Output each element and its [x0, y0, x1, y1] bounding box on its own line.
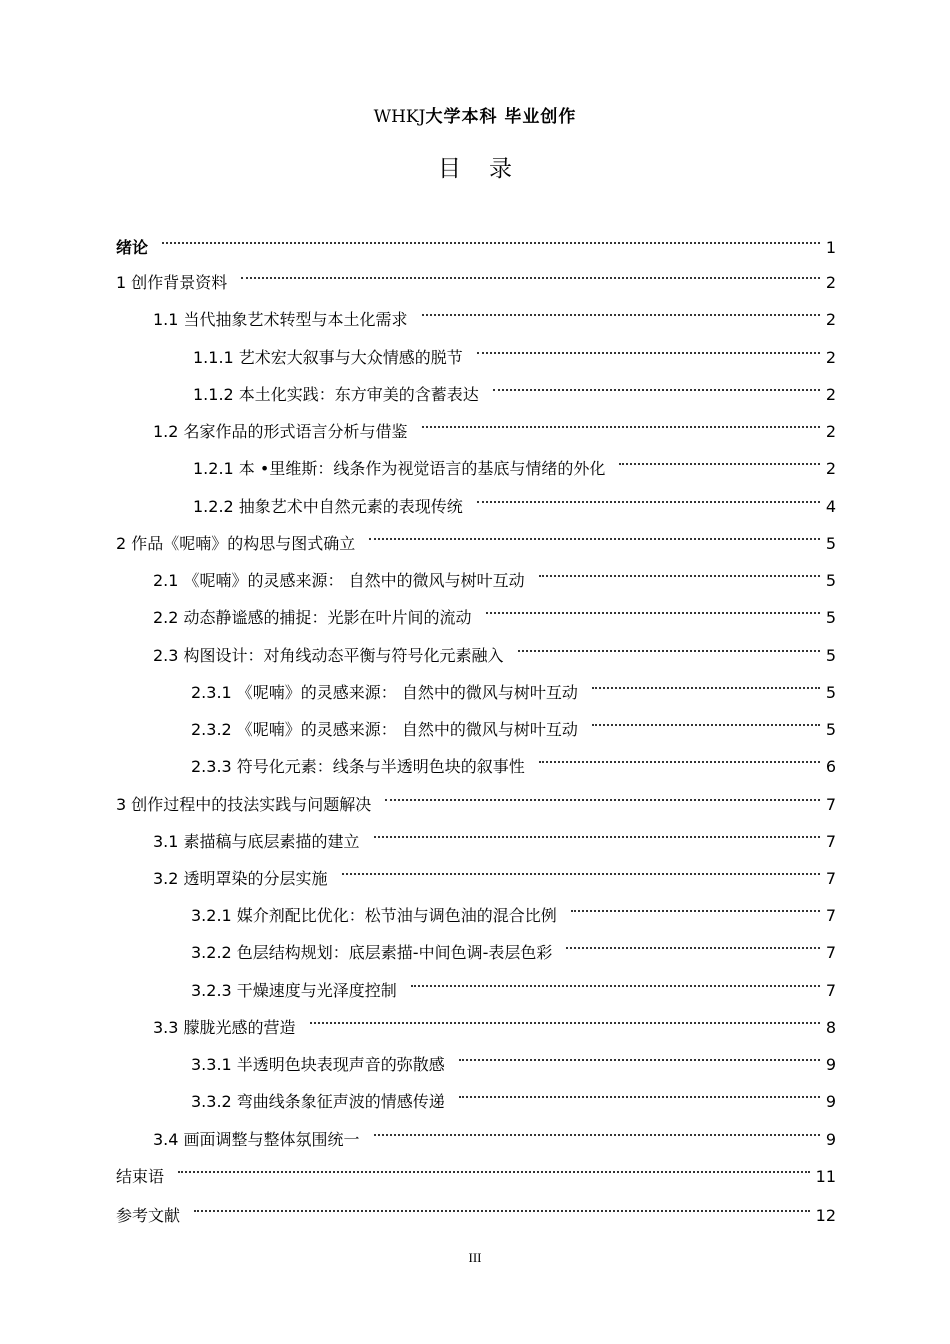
dot-leader — [422, 295, 826, 325]
toc-entry-label: 3.3.2 弯曲线条象征声波的情感传递 — [191, 1092, 445, 1111]
toc-entry-label: 1.1.2 本土化实践：东方审美的含蓄表达 — [193, 385, 479, 404]
toc-entry[interactable] — [116, 780, 836, 814]
toc-entry[interactable] — [153, 854, 836, 888]
toc-entry-page: 7 — [825, 869, 836, 888]
toc-entry-page: 5 — [825, 608, 836, 627]
dot-leader — [493, 370, 826, 400]
dot-leader — [619, 444, 825, 474]
dot-leader — [459, 1077, 826, 1107]
dot-leader — [342, 854, 826, 884]
toc-entry[interactable] — [116, 223, 836, 257]
toc-entry-label: 1.2.2 抽象艺术中自然元素的表现传统 — [193, 497, 463, 516]
dot-leader — [477, 333, 826, 363]
toc-entry-label: 1.1 当代抽象艺术转型与本土化需求 — [153, 310, 408, 329]
toc-entry-page: 7 — [825, 906, 836, 925]
toc-entry-label: 3.1 素描稿与底层素描的建立 — [153, 832, 360, 851]
toc-entry-page: 8 — [825, 1018, 836, 1037]
toc-entry-page: 7 — [825, 832, 836, 851]
dot-leader — [310, 1003, 826, 1033]
toc-entry[interactable] — [153, 817, 836, 851]
dot-leader — [459, 1040, 826, 1070]
toc-entry-label: 2.3.2 《呢喃》的灵感来源： 自然中的微风与树叶互动 — [191, 720, 578, 739]
toc-entry[interactable] — [193, 444, 836, 478]
toc-entry-page: 2 — [825, 422, 836, 441]
toc-entry-page: 5 — [825, 571, 836, 590]
toc-entry-label: 1.1.1 艺术宏大叙事与大众情感的脱节 — [193, 348, 463, 367]
toc-entry-page: 6 — [825, 757, 836, 776]
toc-entry[interactable] — [116, 258, 836, 292]
toc-entry-label: 3.4 画面调整与整体氛围统一 — [153, 1130, 360, 1149]
toc-entry-label: 3.3 朦胧光感的营造 — [153, 1018, 296, 1037]
toc-entry[interactable] — [191, 1040, 836, 1074]
toc-entry-page: 9 — [825, 1055, 836, 1074]
toc-entry-page: 5 — [825, 534, 836, 553]
toc-entry-label: 3.2.2 色层结构规划：底层素描-中间色调-表层色彩 — [191, 943, 553, 962]
dot-leader — [477, 482, 826, 512]
toc-entry-label: 2.3 构图设计：对角线动态平衡与符号化元素融入 — [153, 646, 504, 665]
toc-entry-label: 结束语 — [116, 1167, 165, 1186]
toc-entry-page: 2 — [825, 273, 836, 292]
toc-entry[interactable] — [153, 593, 836, 627]
toc-entry[interactable] — [193, 333, 836, 367]
toc-entry-label: 2.1 《呢喃》的灵感来源： 自然中的微风与树叶互动 — [153, 571, 525, 590]
dot-leader — [374, 817, 826, 847]
toc-entry-page: 5 — [825, 720, 836, 739]
toc-entry-label: 3.2 透明罩染的分层实施 — [153, 869, 328, 888]
toc-entry-label: 2.3.1 《呢喃》的灵感来源： 自然中的微风与树叶互动 — [191, 683, 578, 702]
toc-entry-label: 3 创作过程中的技法实践与问题解决 — [116, 795, 372, 814]
toc-entry-page: 4 — [825, 497, 836, 516]
toc-entry-page: 7 — [825, 981, 836, 1000]
toc-entry-label: 1 创作背景资料 — [116, 273, 228, 292]
toc-entry[interactable] — [193, 482, 836, 516]
toc-entry[interactable] — [116, 1152, 836, 1186]
dot-leader — [592, 705, 826, 735]
toc-entry[interactable] — [153, 1115, 836, 1149]
dot-leader — [539, 742, 826, 772]
toc-entry-page: 7 — [825, 795, 836, 814]
toc-entry[interactable] — [191, 966, 836, 1000]
toc-entry-page: 5 — [825, 683, 836, 702]
toc-entry-label: 2.2 动态静谧感的捕捉：光影在叶片间的流动 — [153, 608, 472, 627]
toc-entry-label: 参考文献 — [116, 1206, 181, 1225]
toc-entry[interactable] — [191, 1077, 836, 1111]
toc-entry[interactable] — [153, 631, 836, 665]
toc-entry-page: 9 — [825, 1130, 836, 1149]
toc-entry-page: 7 — [825, 943, 836, 962]
toc-title: 目录 — [438, 156, 540, 182]
toc-entry-label: 2 作品《呢喃》的构思与图式确立 — [116, 534, 356, 553]
header-school-code: WHKJ — [373, 107, 426, 127]
toc-entry-page: 2 — [825, 385, 836, 404]
toc-entry-page: 9 — [825, 1092, 836, 1111]
toc-entry-page: 2 — [825, 310, 836, 329]
dot-leader — [518, 631, 826, 661]
dot-leader — [422, 407, 826, 437]
dot-leader — [374, 1115, 826, 1145]
dot-leader — [411, 966, 826, 996]
dot-leader — [571, 891, 826, 921]
toc-entry[interactable] — [116, 519, 836, 553]
dot-leader — [194, 1191, 816, 1221]
toc-entry-label: 绪论 — [116, 238, 149, 257]
toc-entry-page: 2 — [825, 459, 836, 478]
toc-entry[interactable] — [116, 1191, 836, 1225]
toc-entry[interactable] — [191, 891, 836, 925]
toc-entry[interactable] — [153, 556, 836, 590]
toc-entry[interactable] — [153, 407, 836, 441]
page-number-footer: III — [468, 1250, 482, 1265]
toc-entry-label: 3.2.3 干燥速度与光泽度控制 — [191, 981, 397, 1000]
toc-entry-page: 12 — [815, 1206, 836, 1225]
toc-entry-label: 3.2.1 媒介剂配比优化：松节油与调色油的混合比例 — [191, 906, 557, 925]
toc-entry[interactable] — [153, 1003, 836, 1037]
toc-entry-label: 1.2.1 本 •里维斯：线条作为视觉语言的基底与情绪的外化 — [193, 459, 606, 478]
page-header — [0, 102, 950, 127]
dot-leader — [178, 1152, 816, 1182]
dot-leader — [385, 780, 826, 810]
toc-entry-page: 11 — [815, 1167, 836, 1186]
toc-entry-label: 2.3.3 符号化元素：线条与半透明色块的叙事性 — [191, 757, 525, 776]
toc-entry[interactable] — [191, 668, 836, 702]
dot-leader — [566, 928, 825, 958]
toc-entry[interactable] — [191, 705, 836, 739]
toc-entry-page: 5 — [825, 646, 836, 665]
toc-entry-label: 3.3.1 半透明色块表现声音的弥散感 — [191, 1055, 445, 1074]
toc-entry[interactable] — [191, 928, 836, 962]
dot-leader — [162, 223, 826, 253]
toc-entry[interactable] — [153, 295, 836, 329]
dot-leader — [369, 519, 826, 549]
header-text: 大学本科 毕业创作 — [425, 107, 577, 127]
toc-entry-page: 1 — [825, 238, 836, 257]
dot-leader — [486, 593, 826, 623]
toc-entry[interactable] — [191, 742, 836, 776]
toc-entry[interactable] — [193, 370, 836, 404]
toc-entry-page: 2 — [825, 348, 836, 367]
toc-entry-label: 1.2 名家作品的形式语言分析与借鉴 — [153, 422, 408, 441]
dot-leader — [539, 556, 826, 586]
dot-leader — [241, 258, 826, 288]
dot-leader — [592, 668, 826, 698]
